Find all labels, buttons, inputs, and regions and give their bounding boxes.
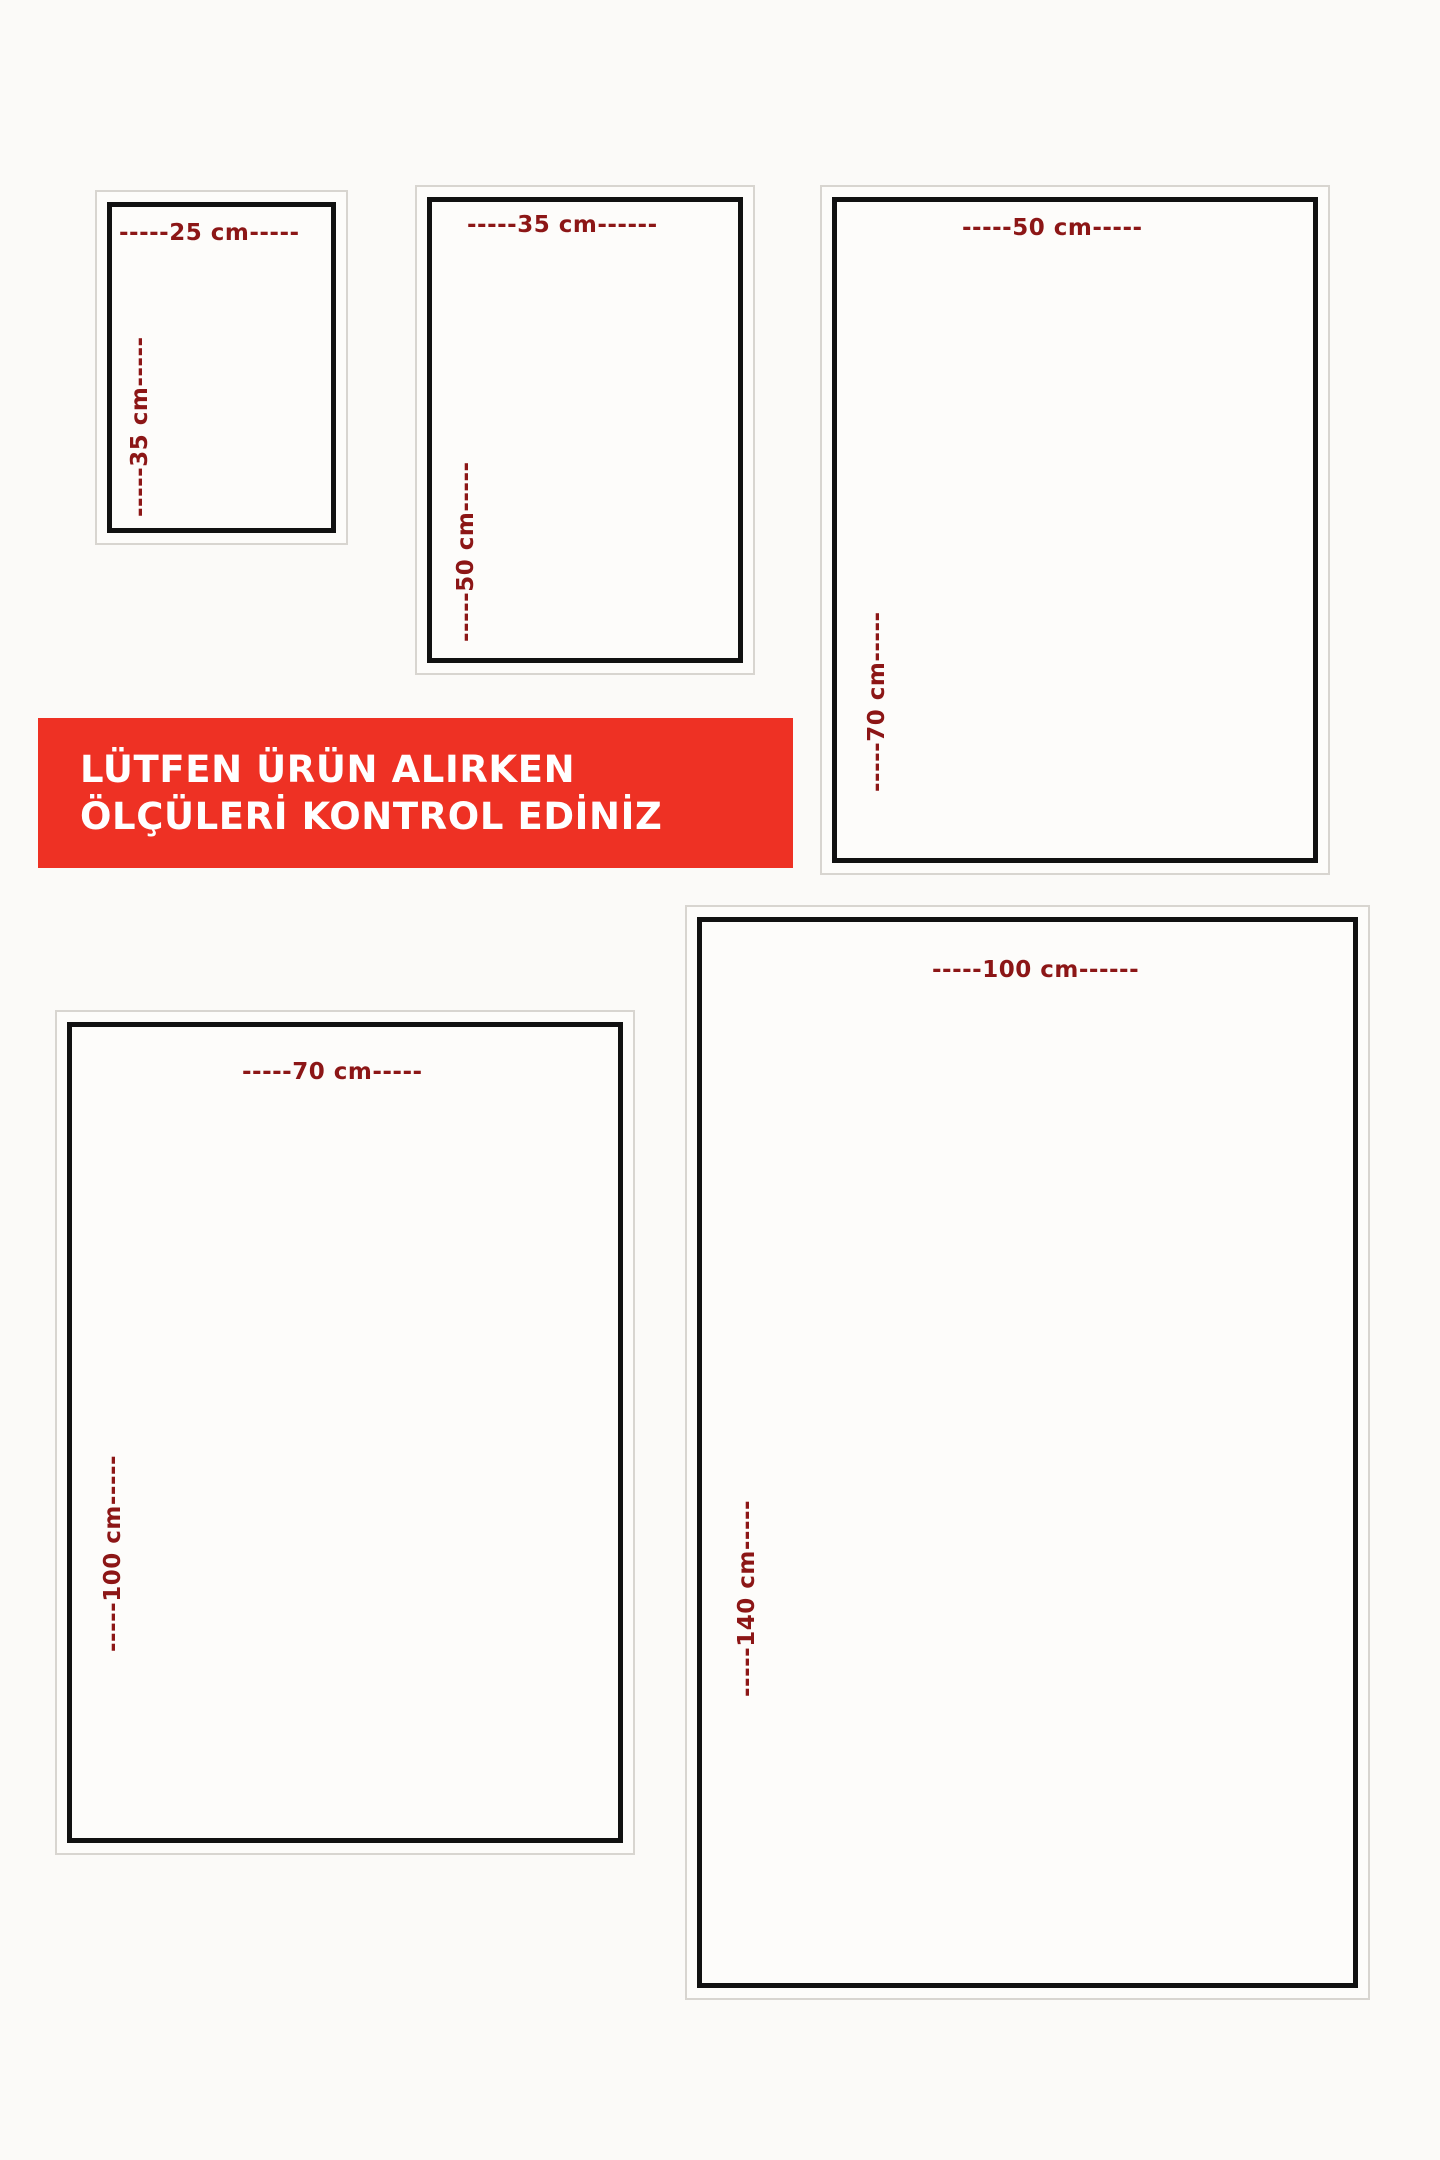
frame-100x140-width-label: -----100 cm------: [932, 957, 1140, 983]
frame-100x140: [685, 905, 1370, 2000]
warning-banner: [38, 718, 793, 868]
frame-25x35-height-label: -----35 cm-----: [127, 336, 153, 517]
frame-50x70: [820, 185, 1330, 875]
frame-50x70-inner: [832, 197, 1318, 863]
frame-50x70-width-label: -----50 cm-----: [962, 215, 1143, 241]
frame-100x140-height-label: -----140 cm-----: [734, 1499, 760, 1697]
frame-25x35-width-label: -----25 cm-----: [119, 220, 300, 246]
frame-70x100-width-label: -----70 cm-----: [242, 1059, 423, 1085]
warning-banner-line-1: LÜTFEN ÜRÜN ALIRKEN: [80, 747, 576, 791]
frame-70x100-inner: [67, 1022, 623, 1843]
frame-35x50-width-label: -----35 cm------: [467, 212, 658, 238]
frame-100x140-inner: [697, 917, 1358, 1988]
frame-70x100: [55, 1010, 635, 1855]
frame-70x100-height-label: -----100 cm-----: [100, 1454, 126, 1652]
warning-banner-line-2: ÖLÇÜLERİ KONTROL EDİNİZ: [80, 795, 663, 838]
frame-25x35: [95, 190, 348, 545]
frame-35x50-height-label: -----50 cm-----: [453, 461, 479, 642]
frame-35x50: [415, 185, 755, 675]
frame-50x70-height-label: -----70 cm-----: [864, 611, 890, 792]
